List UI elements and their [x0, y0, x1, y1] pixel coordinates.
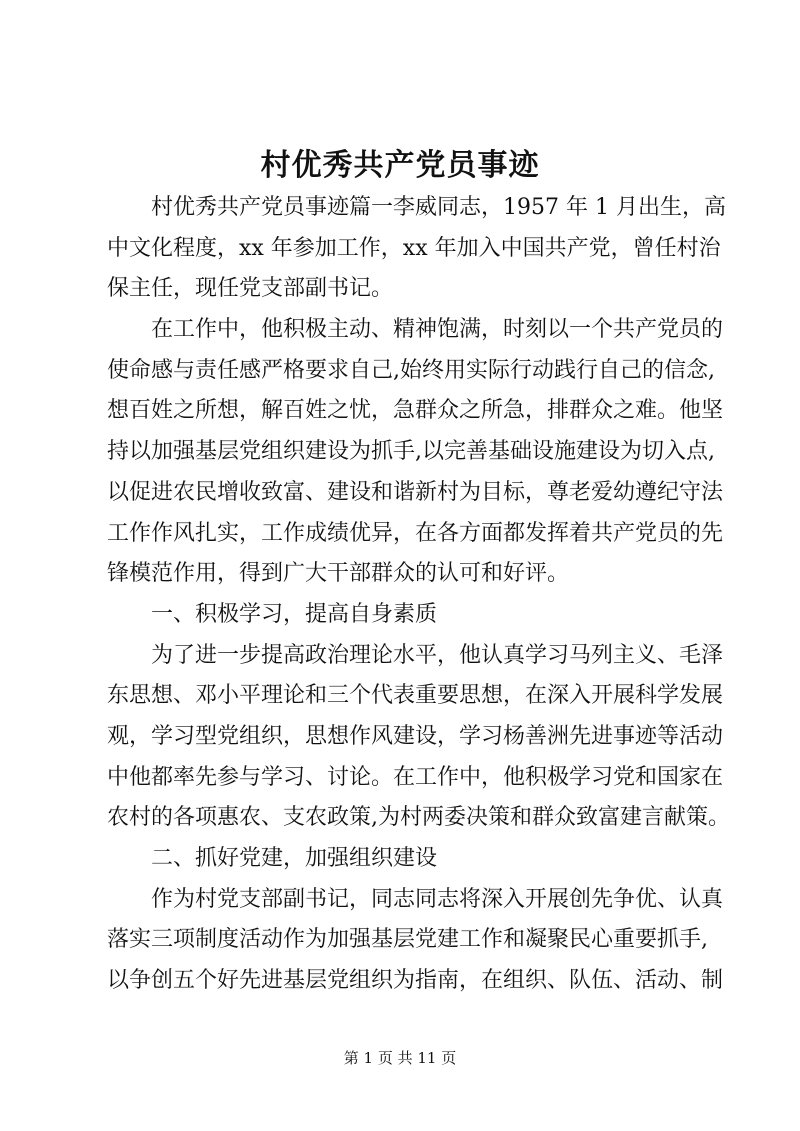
text-line: 一、积极学习，提高自身素质 [107, 601, 438, 627]
text-line: 想百姓之所想，解百姓之忧，急群众之所急，排群众之难。他坚 [107, 398, 724, 424]
text-line: 农村的各项惠农、支农政策,为村两委决策和群众致富建言献策。 [107, 805, 730, 831]
text-line: 工作作风扎实，工作成绩优异，在各方面都发挥着共产党员的先 [107, 520, 724, 546]
text-line: 观，学习型党组织，思想作风建设，学习杨善洲先进事迹等活动 [107, 723, 724, 749]
document-body [107, 188, 730, 1002]
text-line: 使命感与责任感严格要求自己,始终用实际行动践行自己的信念, [107, 357, 715, 383]
text-line: 作为村党支部副书记，同志同志将深入开展创先争优、认真 [107, 886, 724, 912]
text-line: 锋模范作用，得到广大干部群众的认可和好评。 [107, 561, 570, 587]
text-line: 持以加强基层党组织建设为抓手,以完善基础设施建设为切入点, [107, 439, 715, 465]
document-title: 村优秀共产党员事迹 [260, 148, 540, 183]
text-line: 在工作中，他积极主动、精神饱满，时刻以一个共产党员的 [107, 317, 724, 343]
text-line: 中文化程度，xx 年参加工作，xx 年加入中国共产党，曾任村治 [107, 235, 721, 261]
text-line: 村优秀共产党员事迹篇一李威同志，1957 年 1 月出生，高 [107, 195, 726, 220]
text-line: 保主任，现任党支部副书记。 [107, 276, 394, 302]
page-footer: 第 1 页 共 11 页 [343, 1049, 457, 1067]
text-line: 中他都率先参与学习、讨论。在工作中，他积极学习党和国家在 [107, 764, 724, 790]
text-line: 东思想、邓小平理论和三个代表重要思想，在深入开展科学发展 [107, 683, 724, 709]
text-line: 为了进一步提高政治理论水平，他认真学习马列主义、毛泽 [107, 642, 724, 668]
text-line: 以促进农民增收致富、建设和谐新村为目标，尊老爱幼遵纪守法 [107, 479, 724, 505]
text-line: 落实三项制度活动作为加强基层党建工作和凝聚民心重要抓手, [107, 927, 708, 953]
text-line: 以争创五个好先进基层党组织为指南，在组织、队伍、活动、制 [107, 968, 724, 994]
text-line: 二、抓好党建，加强组织建设 [107, 846, 438, 871]
